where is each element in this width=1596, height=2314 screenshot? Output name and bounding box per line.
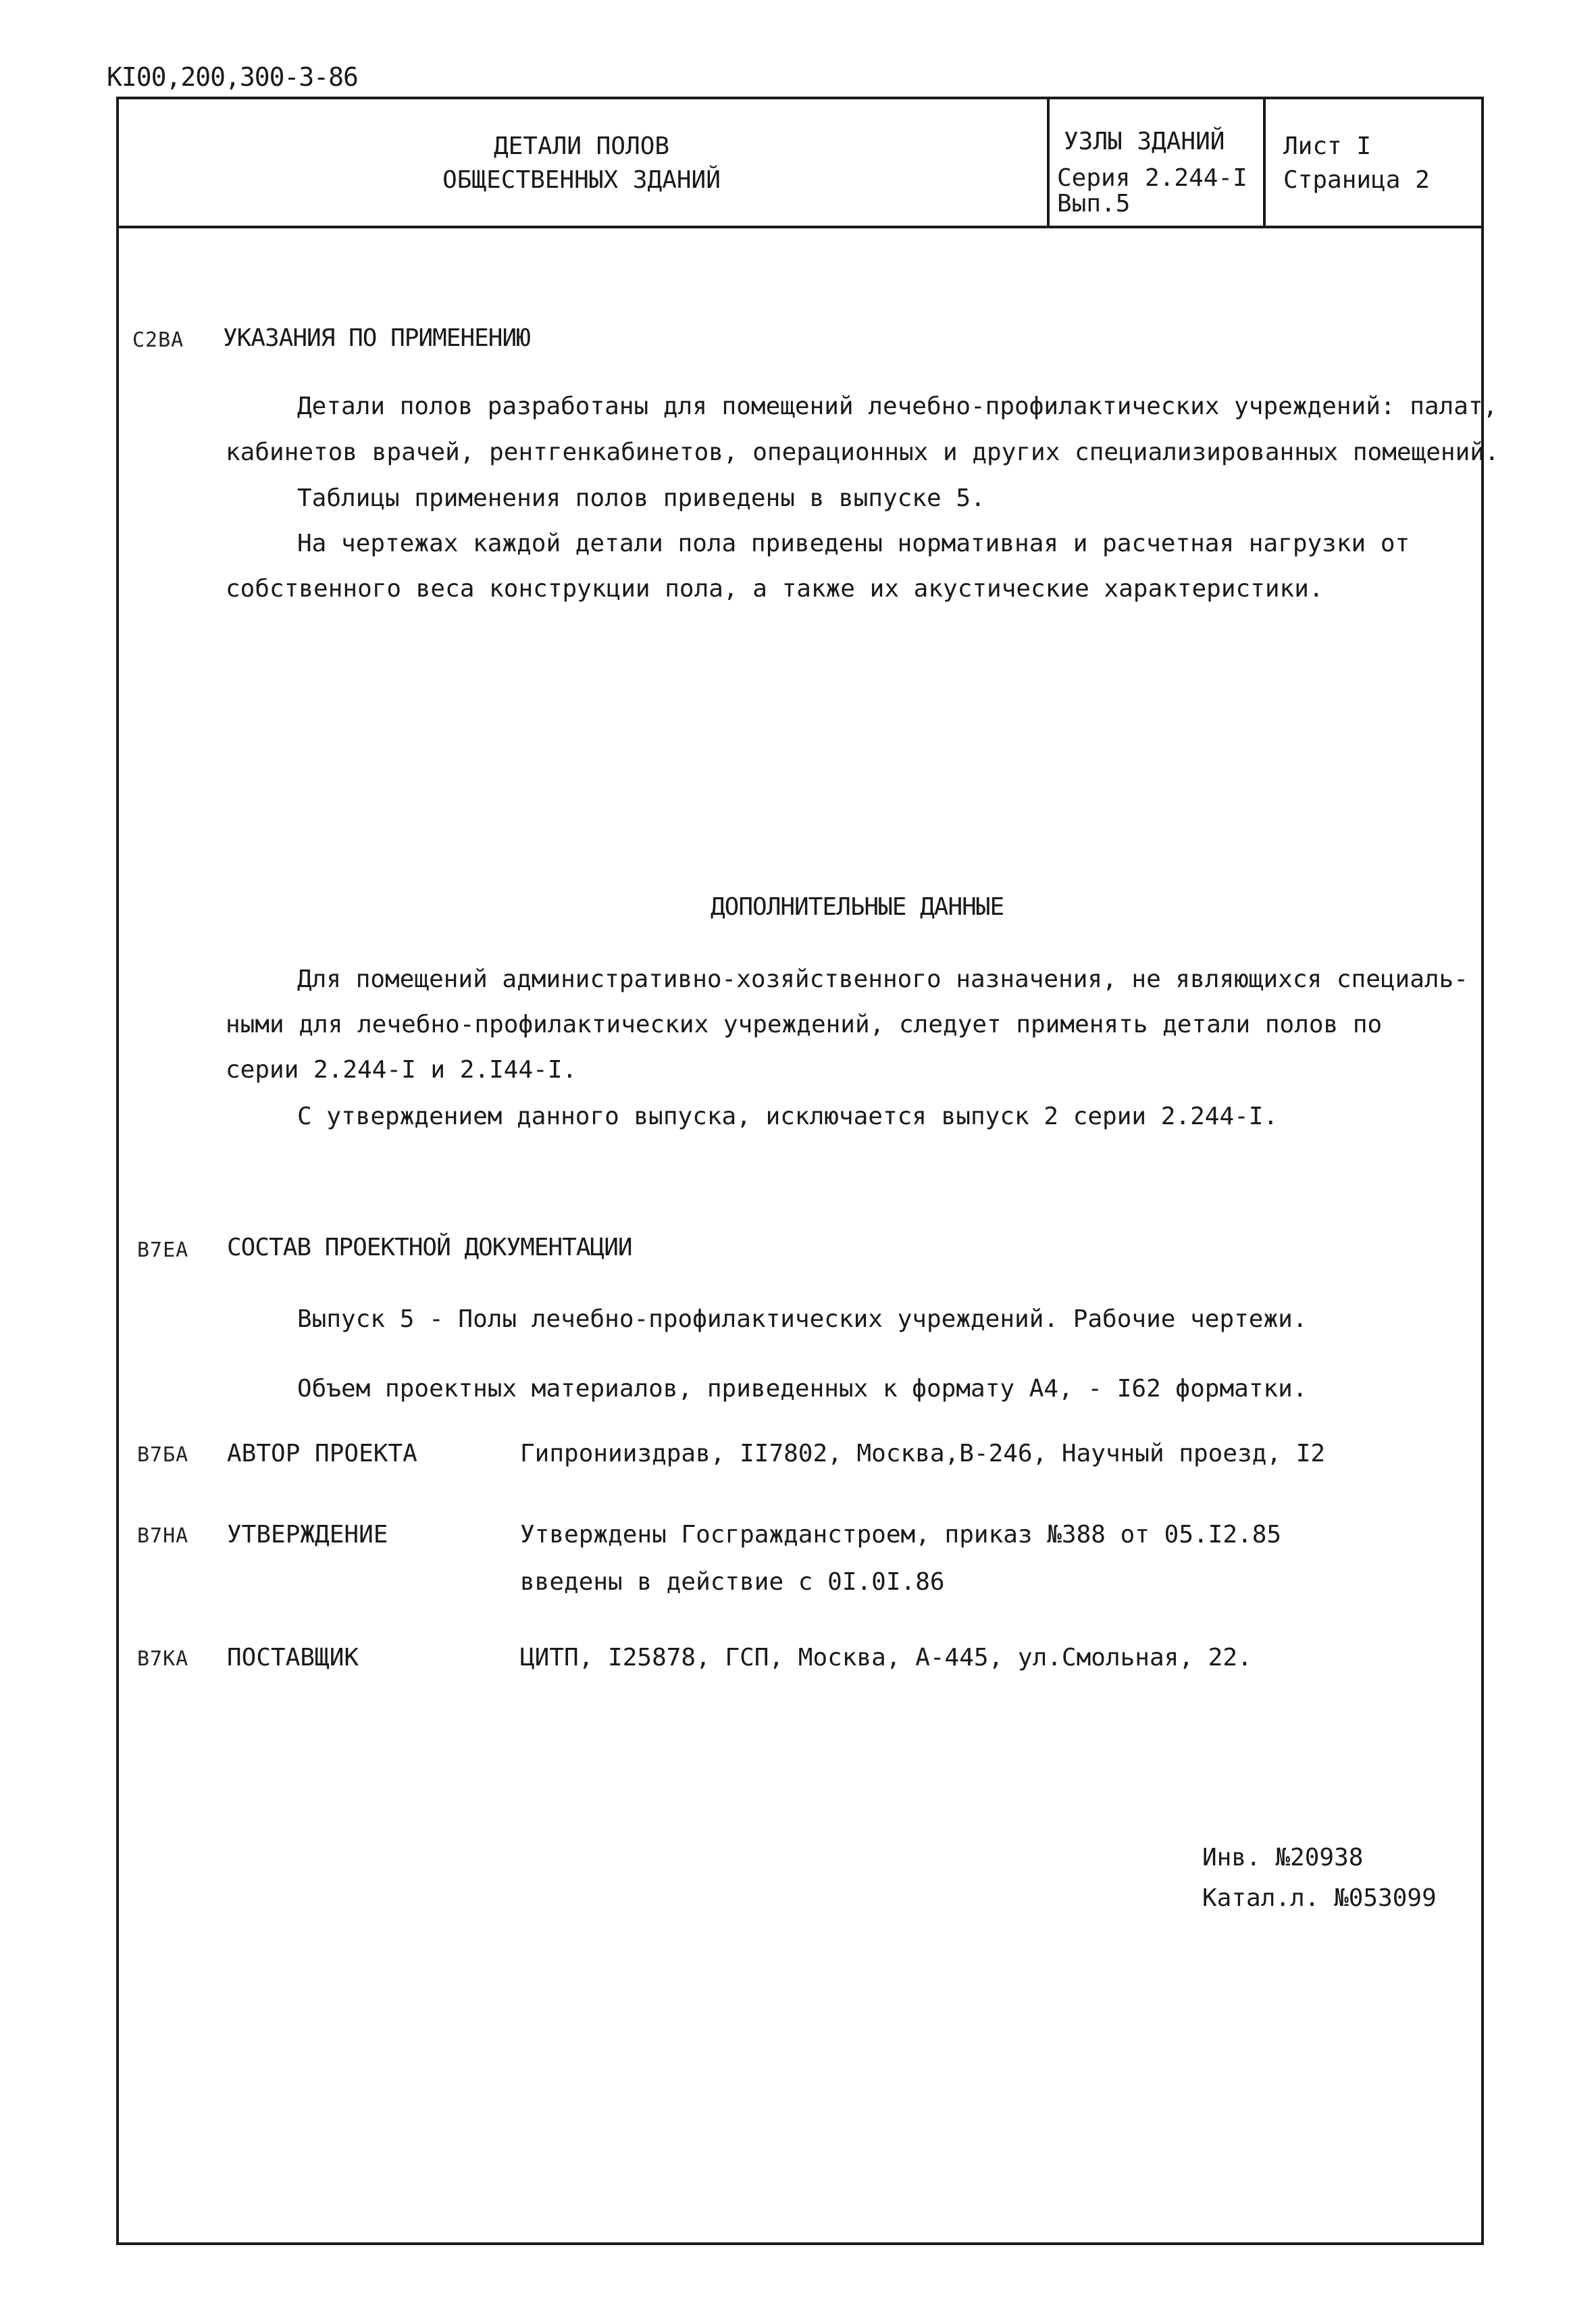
author-value: Гипронииздрав, II7802, Москва,В-246, Научный проезд, I2 [520,1440,1326,1467]
approval-value-line-2: введены в действие с 0I.0I.86 [520,1568,945,1596]
author-code: B7БA [137,1443,189,1467]
supplier-code: B7KA [137,1647,189,1671]
additional-heading: ДОПОЛНИТЕЛЬНЫЕ ДАННЫЕ [711,893,1004,921]
composition-line: Объем проектных материалов, приведенных к формату А4, - I62 форматки. [297,1375,1308,1403]
title-line-2: ОБЩЕСТВЕННЫХ ЗДАНИЙ [442,166,721,194]
composition-line: Выпуск 5 - Полы лечебно-профилактических учреждений. Рабочие чертежи. [297,1305,1308,1333]
usage-line: Детали полов разработаны для помещений лечебно-профилактических учреждений: палат, [297,393,1498,420]
author-label: АВТОР ПРОЕКТА [227,1440,417,1467]
usage-line: Таблицы применения полов приведены в выпуске 5. [297,484,985,512]
additional-line: серии 2.244-I и 2.I44-I. [226,1056,577,1084]
title-block-divider [1047,97,1050,228]
usage-heading: УКАЗАНИЯ ПО ПРИМЕНЕНИЮ [223,324,530,352]
title-block-divider [1263,97,1266,228]
usage-line: кабинетов врачей, рентгенкабинетов, операционных и других специализированных помещений. [226,438,1499,466]
title-line-1: ДЕТАЛИ ПОЛОВ [493,132,670,160]
additional-line: ными для лечебно-профилактических учреждений, следует применять детали полов по [226,1011,1383,1038]
issue-number: Вып.5 [1057,190,1131,218]
usage-code: C2BA [132,328,184,352]
composition-heading: СОСТАВ ПРОЕКТНОЙ ДОКУМЕНТАЦИИ [227,1234,632,1261]
additional-line: Для помещений административно-хозяйственного назначения, не являющихся специаль- [297,965,1468,993]
composition-code: B7EA [137,1238,189,1262]
usage-line: На чертежах каждой детали пола приведены нормативная и расчетная нагрузки от [297,530,1410,557]
approval-label: УТВЕРЖДЕНИЕ [227,1521,388,1549]
page-number: Страница 2 [1283,166,1430,194]
approval-value-line-1: Утверждены Госгражданстроем, приказ №388 от 05.I2.85 [520,1521,1282,1549]
supplier-label: ПОСТАВЩИК [227,1644,359,1671]
series-number: Серия 2.244-I [1057,164,1247,192]
document-code: КI00,200,300-3-86 [107,62,358,92]
sheet-number: Лист I [1283,132,1372,160]
usage-line: собственного веса конструкции пола, а также их акустические характеристики. [226,575,1324,603]
catalog-number: Катал.л. №053099 [1202,1884,1437,1912]
inventory-number: Инв. №20938 [1202,1844,1364,1871]
section-name: УЗЛЫ ЗДАНИЙ [1064,128,1225,155]
supplier-value: ЦИТП, I25878, ГСП, Москва, А-445, ул.Смольная, 22. [520,1644,1252,1671]
approval-code: B7HA [137,1524,189,1548]
additional-line: С утверждением данного выпуска, исключается выпуск 2 серии 2.244-I. [297,1103,1279,1130]
